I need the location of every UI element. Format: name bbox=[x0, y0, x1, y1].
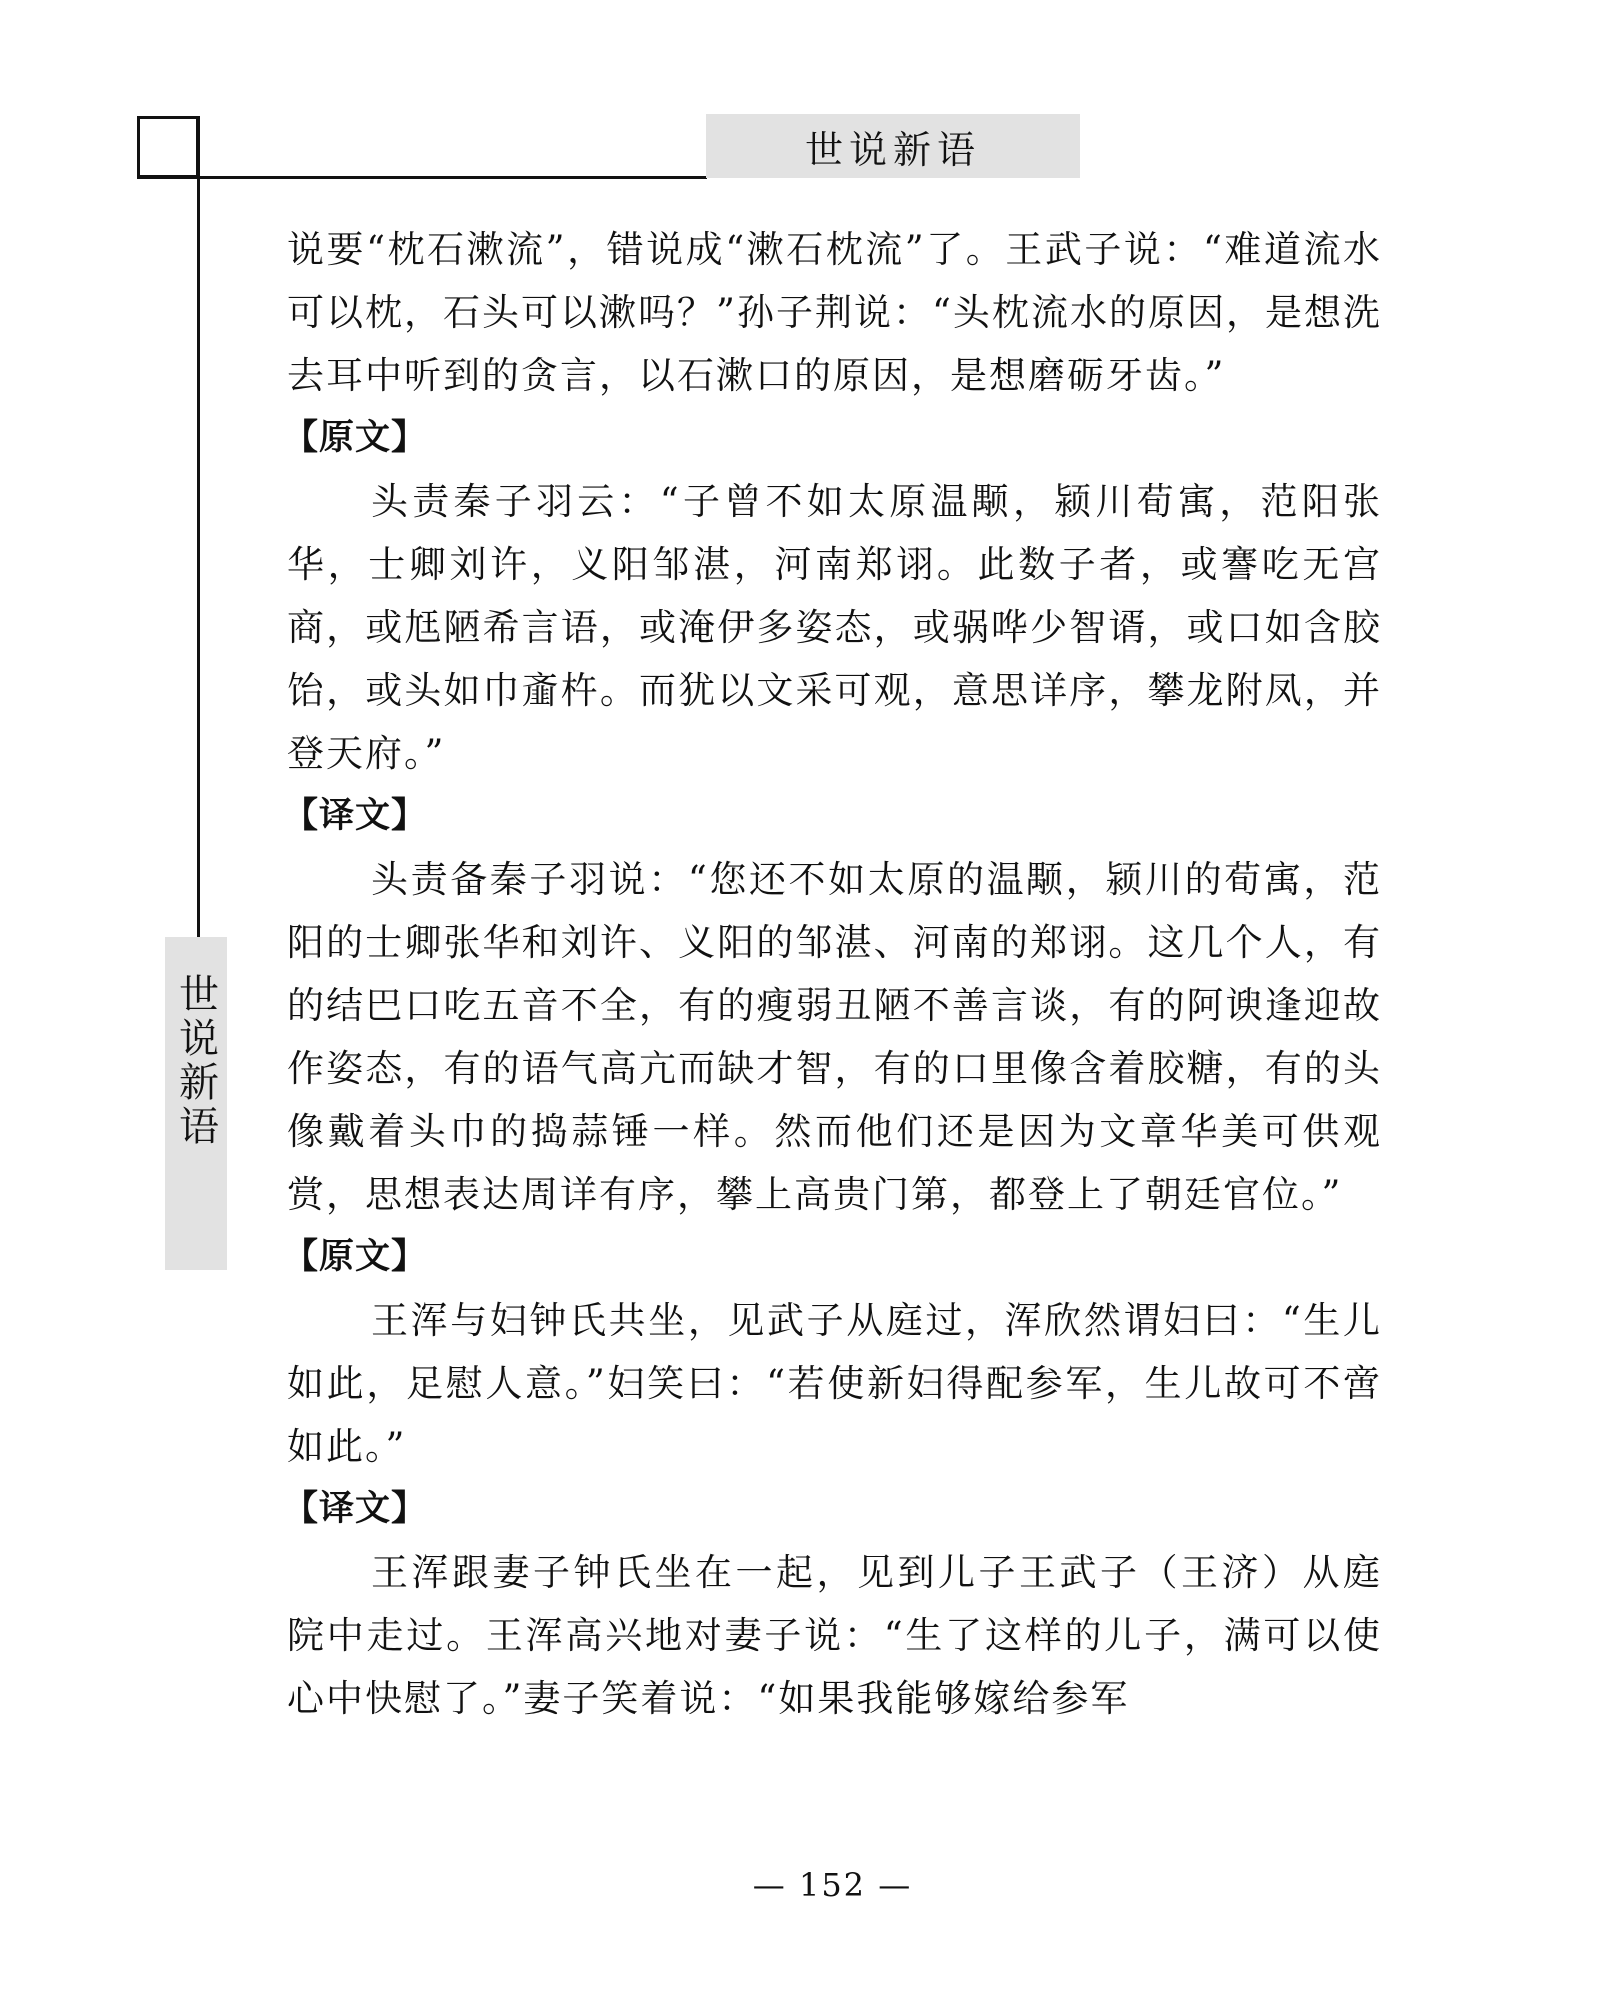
section-label-original: 【原文】 bbox=[283, 418, 428, 458]
original-text-paragraph: 头责秦子羽云：“子曾不如太原温颙，颍川荀㝢，范阳张华，士卿刘许，义阳邹湛，河南郑诩。此数子者，或謇吃无宫商，或尪陋希言语，或淹伊多姿态，或䯄哗少智谞，或口如含胶饴，或头如巾齑杵。而犹以文采可观，意思详序，攀龙附凤，并登天府。” bbox=[287, 480, 1382, 775]
page-number: — 152 — bbox=[752, 1866, 913, 1904]
header-rule bbox=[137, 176, 707, 179]
side-tab bbox=[165, 937, 227, 1270]
book-title: 世说新语 bbox=[804, 127, 981, 172]
running-header bbox=[706, 114, 1080, 178]
section-label-translation: 【译文】 bbox=[283, 796, 428, 836]
corner-frame bbox=[137, 116, 199, 178]
section-label-translation: 【译文】 bbox=[283, 1489, 428, 1529]
original-text-paragraph: 王浑与妇钟氏共坐，见武子从庭过，浑欣然谓妇曰：“生儿如此，足慰人意。”妇笑曰：“若使新妇得配参军，生儿故可不啻如此。” bbox=[287, 1299, 1382, 1468]
translation-paragraph: 头责备秦子羽说：“您还不如太原的温颙，颍川的荀㝢，范阳的士卿张华和刘许、义阳的邹湛、河南的郑诩。这几个人，有的结巴口吃五音不全，有的瘦弱丑陋不善言谈，有的阿谀逢迎故作姿态，有的语气高亢而缺才智，有的口里像含着胶糖，有的头像戴着头巾的捣蒜锤一样。然而他们还是因为文章华美可供观赏，思想表达周详有序，攀上高贵门第，都登上了朝廷官位。” bbox=[287, 858, 1382, 1216]
section-label-original: 【原文】 bbox=[283, 1237, 428, 1277]
side-tab-label: 世说新语 bbox=[172, 973, 219, 1149]
margin-rule bbox=[197, 116, 200, 938]
continuation-paragraph: 说要“枕石漱流”，错说成“漱石枕流”了。王武子说：“难道流水可以枕，石头可以漱吗？”孙子荆说：“头枕流水的原因，是想洗去耳中听到的贪言，以石漱口的原因，是想磨砺牙齿。” bbox=[287, 228, 1382, 397]
translation-paragraph: 王浑跟妻子钟氏坐在一起，见到儿子王武子（王济）从庭院中走过。王浑高兴地对妻子说：“生了这样的儿子，满可以使心中快慰了。”妻子笑着说：“如果我能够嫁给参军 bbox=[287, 1551, 1382, 1720]
page-body bbox=[283, 218, 1382, 1730]
